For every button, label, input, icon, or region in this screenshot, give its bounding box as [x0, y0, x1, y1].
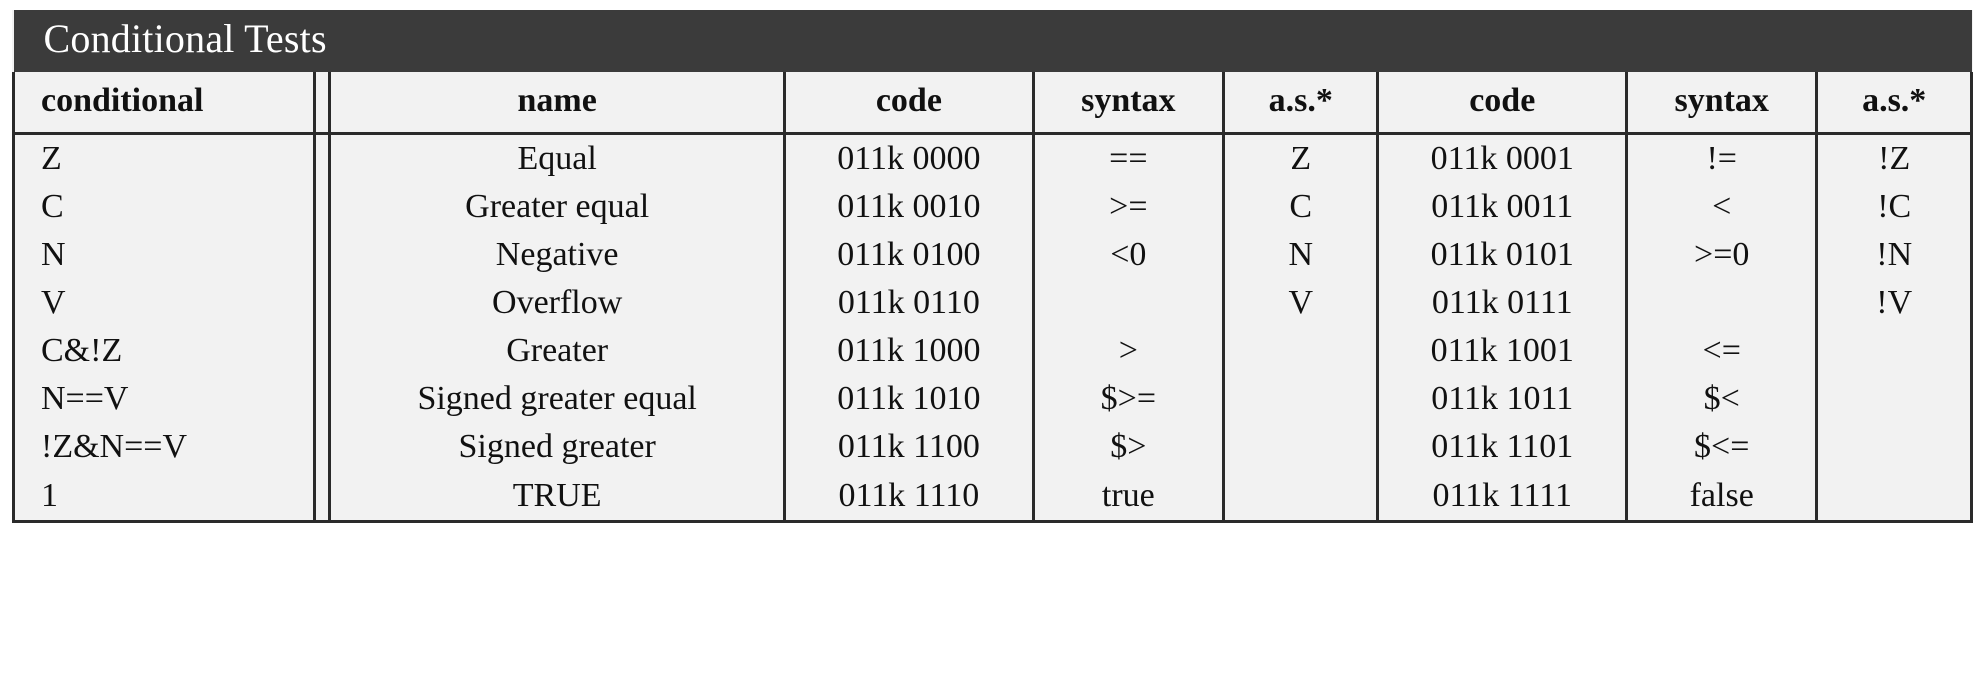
- cell-syntax-1: <0: [1033, 231, 1223, 279]
- cell-code-1: 011k 1110: [785, 472, 1034, 522]
- cell-syntax-1: [1033, 279, 1223, 327]
- column-separator: [315, 231, 330, 279]
- cell-conditional: C: [14, 183, 315, 231]
- table-row: [14, 231, 1972, 279]
- cell-syntax-2: <=: [1627, 327, 1817, 375]
- table-body: [14, 134, 1972, 522]
- cell-as-2: [1817, 327, 1972, 375]
- cell-code-1: 011k 0010: [785, 183, 1034, 231]
- cell-name: Signed greater: [330, 423, 785, 471]
- cell-code-2: 011k 1001: [1378, 327, 1627, 375]
- cell-syntax-2: >=0: [1627, 231, 1817, 279]
- table-row: [14, 327, 1972, 375]
- table-row: [14, 134, 1972, 184]
- cell-as-1: C: [1224, 183, 1378, 231]
- column-separator: [315, 134, 330, 184]
- cell-code-2: 011k 0011: [1378, 183, 1627, 231]
- column-separator: [315, 183, 330, 231]
- cell-syntax-1: >=: [1033, 183, 1223, 231]
- cell-syntax-2: $<: [1627, 375, 1817, 423]
- cell-name: Greater equal: [330, 183, 785, 231]
- cell-name: Signed greater equal: [330, 375, 785, 423]
- cell-as-2: !V: [1817, 279, 1972, 327]
- column-separator: [315, 472, 330, 522]
- cell-as-1: [1224, 327, 1378, 375]
- cell-syntax-1: true: [1033, 472, 1223, 522]
- cell-syntax-2: false: [1627, 472, 1817, 522]
- column-separator: [315, 327, 330, 375]
- table-header-row: [14, 72, 1972, 134]
- cell-as-1: Z: [1224, 134, 1378, 184]
- column-header-as-2: a.s.*: [1817, 72, 1972, 134]
- table-row: [14, 472, 1972, 522]
- cell-as-1: [1224, 423, 1378, 471]
- cell-as-2: !N: [1817, 231, 1972, 279]
- table-title-row: [14, 10, 1972, 72]
- cell-code-2: 011k 0101: [1378, 231, 1627, 279]
- table-row: [14, 183, 1972, 231]
- cell-syntax-2: [1627, 279, 1817, 327]
- cell-as-1: V: [1224, 279, 1378, 327]
- column-header-as-1: a.s.*: [1224, 72, 1378, 134]
- cell-code-1: 011k 1000: [785, 327, 1034, 375]
- table-row: [14, 279, 1972, 327]
- column-header-code-2: code: [1378, 72, 1627, 134]
- column-separator: [315, 279, 330, 327]
- column-header-syntax-1: syntax: [1033, 72, 1223, 134]
- cell-as-2: !Z: [1817, 134, 1972, 184]
- cell-code-1: 011k 0000: [785, 134, 1034, 184]
- cell-as-1: [1224, 375, 1378, 423]
- cell-code-1: 011k 0110: [785, 279, 1034, 327]
- cell-code-1: 011k 1010: [785, 375, 1034, 423]
- cell-name: Equal: [330, 134, 785, 184]
- cell-code-2: 011k 1011: [1378, 375, 1627, 423]
- column-header-conditional: conditional: [14, 72, 315, 134]
- cell-conditional: !Z&N==V: [14, 423, 315, 471]
- column-header-name: name: [330, 72, 785, 134]
- column-separator: [315, 72, 330, 134]
- cell-conditional: Z: [14, 134, 315, 184]
- column-separator: [315, 375, 330, 423]
- cell-syntax-1: $>: [1033, 423, 1223, 471]
- table-row: [14, 423, 1972, 471]
- cell-name: Negative: [330, 231, 785, 279]
- cell-name: Overflow: [330, 279, 785, 327]
- cell-as-1: [1224, 472, 1378, 522]
- cell-syntax-2: <: [1627, 183, 1817, 231]
- cell-code-2: 011k 0001: [1378, 134, 1627, 184]
- table-row: [14, 375, 1972, 423]
- cell-code-1: 011k 0100: [785, 231, 1034, 279]
- cell-as-1: N: [1224, 231, 1378, 279]
- cell-code-2: 011k 0111: [1378, 279, 1627, 327]
- conditional-tests-table: [12, 10, 1973, 523]
- cell-as-2: [1817, 375, 1972, 423]
- cell-name: Greater: [330, 327, 785, 375]
- cell-code-1: 011k 1100: [785, 423, 1034, 471]
- cell-syntax-2: !=: [1627, 134, 1817, 184]
- cell-code-2: 011k 1111: [1378, 472, 1627, 522]
- cell-as-2: [1817, 472, 1972, 522]
- cell-as-2: [1817, 423, 1972, 471]
- table-title: Conditional Tests: [14, 10, 1972, 72]
- column-header-syntax-2: syntax: [1627, 72, 1817, 134]
- cell-conditional: N==V: [14, 375, 315, 423]
- cell-syntax-1: ==: [1033, 134, 1223, 184]
- cell-conditional: N: [14, 231, 315, 279]
- cell-code-2: 011k 1101: [1378, 423, 1627, 471]
- cell-as-2: !C: [1817, 183, 1972, 231]
- cell-conditional: C&!Z: [14, 327, 315, 375]
- cell-syntax-2: $<=: [1627, 423, 1817, 471]
- cell-syntax-1: >: [1033, 327, 1223, 375]
- cell-name: TRUE: [330, 472, 785, 522]
- column-header-code-1: code: [785, 72, 1034, 134]
- cell-conditional: 1: [14, 472, 315, 522]
- cell-syntax-1: $>=: [1033, 375, 1223, 423]
- cell-conditional: V: [14, 279, 315, 327]
- column-separator: [315, 423, 330, 471]
